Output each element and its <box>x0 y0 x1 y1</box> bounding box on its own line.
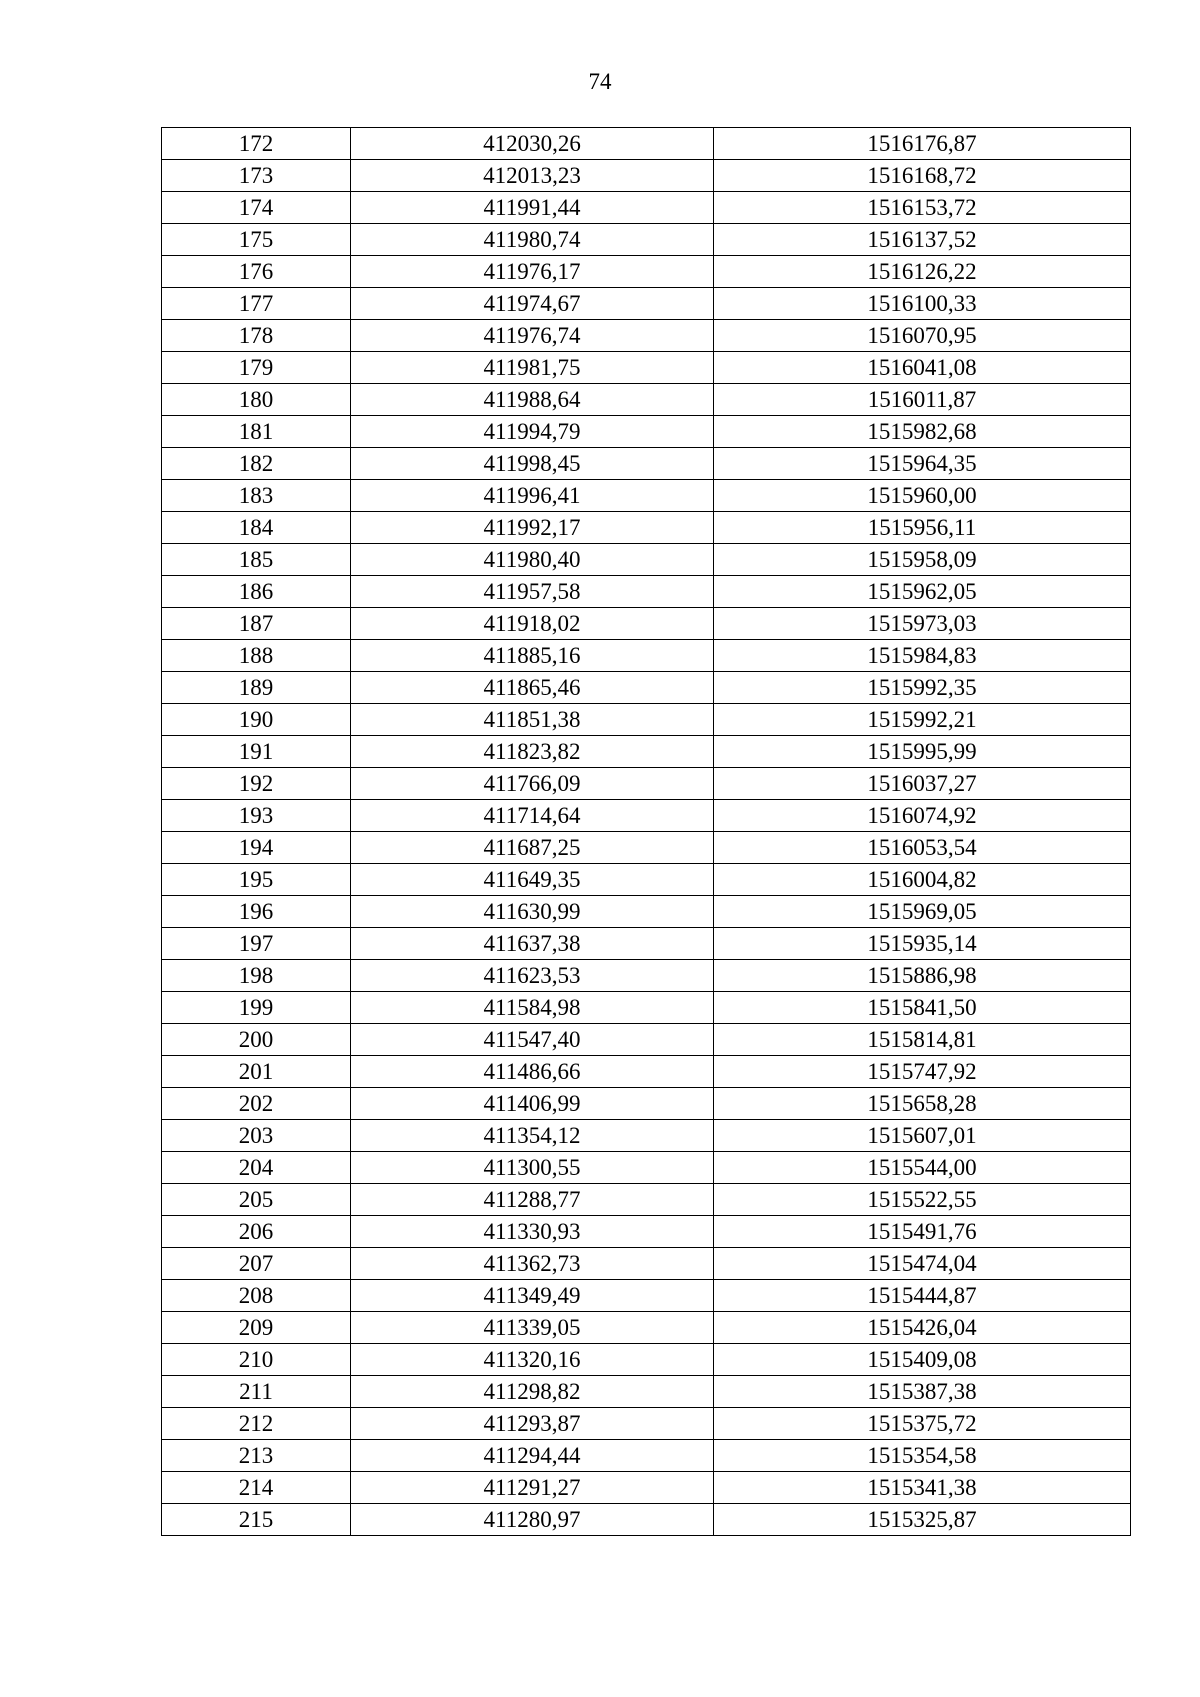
point-number-cell: 209 <box>162 1312 351 1344</box>
x-coordinate-cell: 411547,40 <box>351 1024 714 1056</box>
table-row <box>162 896 1131 928</box>
point-number-cell: 203 <box>162 1120 351 1152</box>
y-coordinate-cell: 1515375,72 <box>714 1408 1131 1440</box>
table-row <box>162 864 1131 896</box>
y-coordinate-cell: 1515491,76 <box>714 1216 1131 1248</box>
point-number-cell: 192 <box>162 768 351 800</box>
x-coordinate-cell: 411349,49 <box>351 1280 714 1312</box>
x-coordinate-cell: 411293,87 <box>351 1408 714 1440</box>
x-coordinate-cell: 411584,98 <box>351 992 714 1024</box>
point-number-cell: 199 <box>162 992 351 1024</box>
point-number-cell: 179 <box>162 352 351 384</box>
x-coordinate-cell: 411976,17 <box>351 256 714 288</box>
point-number-cell: 206 <box>162 1216 351 1248</box>
x-coordinate-cell: 411996,41 <box>351 480 714 512</box>
point-number-cell: 176 <box>162 256 351 288</box>
point-number-cell: 190 <box>162 704 351 736</box>
point-number-cell: 193 <box>162 800 351 832</box>
y-coordinate-cell: 1515354,58 <box>714 1440 1131 1472</box>
x-coordinate-cell: 412030,26 <box>351 128 714 160</box>
point-number-cell: 181 <box>162 416 351 448</box>
y-coordinate-cell: 1515387,38 <box>714 1376 1131 1408</box>
table-row <box>162 1088 1131 1120</box>
point-number-cell: 196 <box>162 896 351 928</box>
x-coordinate-cell: 411354,12 <box>351 1120 714 1152</box>
point-number-cell: 177 <box>162 288 351 320</box>
y-coordinate-cell: 1515982,68 <box>714 416 1131 448</box>
x-coordinate-cell: 411957,58 <box>351 576 714 608</box>
x-coordinate-cell: 411998,45 <box>351 448 714 480</box>
x-coordinate-cell: 411885,16 <box>351 640 714 672</box>
table-row <box>162 1216 1131 1248</box>
x-coordinate-cell: 411486,66 <box>351 1056 714 1088</box>
point-number-cell: 202 <box>162 1088 351 1120</box>
table-row <box>162 992 1131 1024</box>
table-row <box>162 1152 1131 1184</box>
y-coordinate-cell: 1516037,27 <box>714 768 1131 800</box>
table-row <box>162 352 1131 384</box>
table-row <box>162 1504 1131 1536</box>
y-coordinate-cell: 1515544,00 <box>714 1152 1131 1184</box>
x-coordinate-cell: 411300,55 <box>351 1152 714 1184</box>
y-coordinate-cell: 1515409,08 <box>714 1344 1131 1376</box>
point-number-cell: 175 <box>162 224 351 256</box>
y-coordinate-cell: 1515962,05 <box>714 576 1131 608</box>
table-row <box>162 1024 1131 1056</box>
table-row <box>162 1120 1131 1152</box>
y-coordinate-cell: 1516153,72 <box>714 192 1131 224</box>
table-row <box>162 384 1131 416</box>
table-row <box>162 192 1131 224</box>
y-coordinate-cell: 1516074,92 <box>714 800 1131 832</box>
y-coordinate-cell: 1516137,52 <box>714 224 1131 256</box>
x-coordinate-cell: 411406,99 <box>351 1088 714 1120</box>
page-number: 74 <box>588 69 612 94</box>
table-row <box>162 160 1131 192</box>
point-number-cell: 189 <box>162 672 351 704</box>
y-coordinate-cell: 1515964,35 <box>714 448 1131 480</box>
y-coordinate-cell: 1516011,87 <box>714 384 1131 416</box>
table-row <box>162 736 1131 768</box>
x-coordinate-cell: 411992,17 <box>351 512 714 544</box>
y-coordinate-cell: 1515958,09 <box>714 544 1131 576</box>
table-row <box>162 1280 1131 1312</box>
y-coordinate-cell: 1516004,82 <box>714 864 1131 896</box>
x-coordinate-cell: 411980,74 <box>351 224 714 256</box>
y-coordinate-cell: 1515325,87 <box>714 1504 1131 1536</box>
x-coordinate-cell: 411330,93 <box>351 1216 714 1248</box>
table-row <box>162 800 1131 832</box>
y-coordinate-cell: 1516041,08 <box>714 352 1131 384</box>
y-coordinate-cell: 1516070,95 <box>714 320 1131 352</box>
table-row <box>162 288 1131 320</box>
point-number-cell: 212 <box>162 1408 351 1440</box>
table-row <box>162 768 1131 800</box>
table-row <box>162 224 1131 256</box>
coordinates-table <box>161 127 1131 1536</box>
point-number-cell: 210 <box>162 1344 351 1376</box>
table-row <box>162 1344 1131 1376</box>
x-coordinate-cell: 411714,64 <box>351 800 714 832</box>
x-coordinate-cell: 411630,99 <box>351 896 714 928</box>
point-number-cell: 198 <box>162 960 351 992</box>
point-number-cell: 211 <box>162 1376 351 1408</box>
point-number-cell: 200 <box>162 1024 351 1056</box>
point-number-cell: 191 <box>162 736 351 768</box>
y-coordinate-cell: 1515992,21 <box>714 704 1131 736</box>
point-number-cell: 204 <box>162 1152 351 1184</box>
table-row <box>162 544 1131 576</box>
x-coordinate-cell: 411918,02 <box>351 608 714 640</box>
point-number-cell: 173 <box>162 160 351 192</box>
point-number-cell: 184 <box>162 512 351 544</box>
point-number-cell: 183 <box>162 480 351 512</box>
x-coordinate-cell: 412013,23 <box>351 160 714 192</box>
table-row <box>162 416 1131 448</box>
y-coordinate-cell: 1515341,38 <box>714 1472 1131 1504</box>
table-row <box>162 1408 1131 1440</box>
point-number-cell: 188 <box>162 640 351 672</box>
y-coordinate-cell: 1515747,92 <box>714 1056 1131 1088</box>
x-coordinate-cell: 411280,97 <box>351 1504 714 1536</box>
y-coordinate-cell: 1515992,35 <box>714 672 1131 704</box>
x-coordinate-cell: 411339,05 <box>351 1312 714 1344</box>
point-number-cell: 215 <box>162 1504 351 1536</box>
table-row <box>162 640 1131 672</box>
table-row <box>162 672 1131 704</box>
table-row <box>162 448 1131 480</box>
table-row <box>162 256 1131 288</box>
y-coordinate-cell: 1515956,11 <box>714 512 1131 544</box>
x-coordinate-cell: 411766,09 <box>351 768 714 800</box>
point-number-cell: 213 <box>162 1440 351 1472</box>
x-coordinate-cell: 411320,16 <box>351 1344 714 1376</box>
y-coordinate-cell: 1515658,28 <box>714 1088 1131 1120</box>
x-coordinate-cell: 411991,44 <box>351 192 714 224</box>
y-coordinate-cell: 1515814,81 <box>714 1024 1131 1056</box>
y-coordinate-cell: 1515935,14 <box>714 928 1131 960</box>
x-coordinate-cell: 411974,67 <box>351 288 714 320</box>
point-number-cell: 197 <box>162 928 351 960</box>
table-row <box>162 512 1131 544</box>
x-coordinate-cell: 411976,74 <box>351 320 714 352</box>
x-coordinate-cell: 411981,75 <box>351 352 714 384</box>
y-coordinate-cell: 1515969,05 <box>714 896 1131 928</box>
table-row <box>162 576 1131 608</box>
x-coordinate-cell: 411294,44 <box>351 1440 714 1472</box>
point-number-cell: 186 <box>162 576 351 608</box>
table-row <box>162 1472 1131 1504</box>
table-row <box>162 704 1131 736</box>
point-number-cell: 201 <box>162 1056 351 1088</box>
table-row <box>162 1248 1131 1280</box>
y-coordinate-cell: 1516176,87 <box>714 128 1131 160</box>
table-row <box>162 832 1131 864</box>
table-row <box>162 1184 1131 1216</box>
x-coordinate-cell: 411823,82 <box>351 736 714 768</box>
y-coordinate-cell: 1515444,87 <box>714 1280 1131 1312</box>
y-coordinate-cell: 1515984,83 <box>714 640 1131 672</box>
point-number-cell: 207 <box>162 1248 351 1280</box>
point-number-cell: 187 <box>162 608 351 640</box>
point-number-cell: 195 <box>162 864 351 896</box>
x-coordinate-cell: 411637,38 <box>351 928 714 960</box>
point-number-cell: 174 <box>162 192 351 224</box>
point-number-cell: 172 <box>162 128 351 160</box>
y-coordinate-cell: 1515522,55 <box>714 1184 1131 1216</box>
y-coordinate-cell: 1515474,04 <box>714 1248 1131 1280</box>
y-coordinate-cell: 1515995,99 <box>714 736 1131 768</box>
point-number-cell: 214 <box>162 1472 351 1504</box>
x-coordinate-cell: 411288,77 <box>351 1184 714 1216</box>
table-row <box>162 608 1131 640</box>
x-coordinate-cell: 411623,53 <box>351 960 714 992</box>
y-coordinate-cell: 1515426,04 <box>714 1312 1131 1344</box>
table-row <box>162 960 1131 992</box>
y-coordinate-cell: 1516126,22 <box>714 256 1131 288</box>
point-number-cell: 194 <box>162 832 351 864</box>
x-coordinate-cell: 411298,82 <box>351 1376 714 1408</box>
table-row <box>162 1440 1131 1472</box>
x-coordinate-cell: 411291,27 <box>351 1472 714 1504</box>
y-coordinate-cell: 1515886,98 <box>714 960 1131 992</box>
x-coordinate-cell: 411687,25 <box>351 832 714 864</box>
x-coordinate-cell: 411865,46 <box>351 672 714 704</box>
table-row <box>162 320 1131 352</box>
table-row <box>162 128 1131 160</box>
point-number-cell: 178 <box>162 320 351 352</box>
y-coordinate-cell: 1515841,50 <box>714 992 1131 1024</box>
table-row <box>162 480 1131 512</box>
y-coordinate-cell: 1516168,72 <box>714 160 1131 192</box>
table-row <box>162 1376 1131 1408</box>
x-coordinate-cell: 411649,35 <box>351 864 714 896</box>
x-coordinate-cell: 411980,40 <box>351 544 714 576</box>
y-coordinate-cell: 1515607,01 <box>714 1120 1131 1152</box>
y-coordinate-cell: 1515960,00 <box>714 480 1131 512</box>
point-number-cell: 185 <box>162 544 351 576</box>
coordinates-table-body <box>162 128 1131 1536</box>
point-number-cell: 208 <box>162 1280 351 1312</box>
table-row <box>162 928 1131 960</box>
x-coordinate-cell: 411994,79 <box>351 416 714 448</box>
point-number-cell: 180 <box>162 384 351 416</box>
x-coordinate-cell: 411851,38 <box>351 704 714 736</box>
y-coordinate-cell: 1516053,54 <box>714 832 1131 864</box>
y-coordinate-cell: 1516100,33 <box>714 288 1131 320</box>
table-row <box>162 1312 1131 1344</box>
y-coordinate-cell: 1515973,03 <box>714 608 1131 640</box>
table-row <box>162 1056 1131 1088</box>
point-number-cell: 205 <box>162 1184 351 1216</box>
point-number-cell: 182 <box>162 448 351 480</box>
x-coordinate-cell: 411988,64 <box>351 384 714 416</box>
x-coordinate-cell: 411362,73 <box>351 1248 714 1280</box>
